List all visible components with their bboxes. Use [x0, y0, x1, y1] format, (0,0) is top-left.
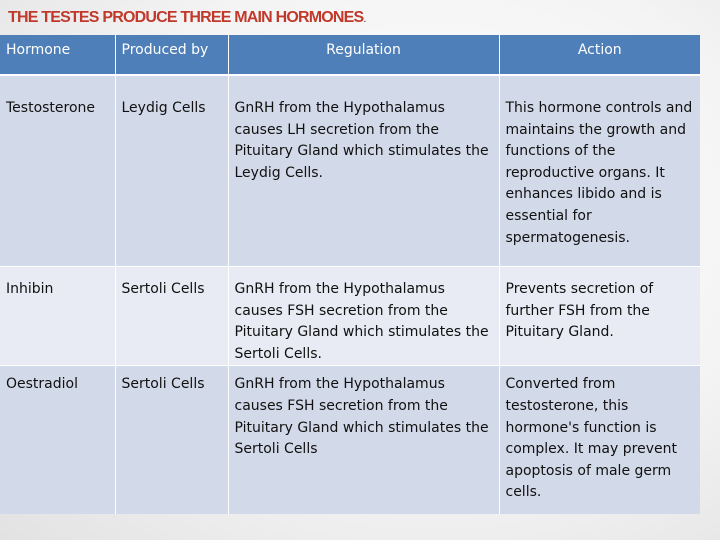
cell-action: Converted from testosterone, this hormone's function is complex. It may prevent apoptosis of male germ cells.: [499, 366, 700, 515]
header-hormone: Hormone: [0, 35, 115, 75]
slide-title-period: .: [363, 13, 367, 25]
table-row: [0, 75, 700, 267]
table-row: [0, 267, 700, 366]
slide-title: [8, 8, 366, 29]
cell-action: This hormone controls and maintains the growth and functions of the reproductive organs. It enhances libido and is essential for spermatogenesis.: [499, 75, 700, 267]
cell-regulation: GnRH from the Hypothalamus causes FSH secretion from the Pituitary Gland which stimulates the Sertoli Cells.: [228, 267, 499, 366]
cell-hormone: Inhibin: [0, 267, 115, 366]
cell-produced-by: Sertoli Cells: [115, 366, 228, 515]
slide-title-text: THE TESTES PRODUCE THREE MAIN HORMONES: [8, 9, 364, 26]
cell-hormone: Oestradiol: [0, 366, 115, 515]
cell-regulation: GnRH from the Hypothalamus causes FSH secretion from the Pituitary Gland which stimulates the Sertoli Cells: [228, 366, 499, 515]
header-action: Action: [499, 35, 700, 75]
table-header-row: [0, 35, 700, 75]
header-regulation: Regulation: [228, 35, 499, 75]
table-row: [0, 366, 700, 515]
cell-regulation: GnRH from the Hypothalamus causes LH secretion from the Pituitary Gland which stimulates the Leydig Cells.: [228, 75, 499, 267]
cell-produced-by: Sertoli Cells: [115, 267, 228, 366]
cell-hormone: Testosterone: [6, 100, 96, 116]
cell-action: Prevents secretion of further FSH from the Pituitary Gland.: [499, 267, 700, 366]
hormones-table: [0, 35, 700, 514]
header-produced-by: Produced by: [115, 35, 228, 75]
cell-produced-by: Leydig Cells: [115, 75, 228, 267]
